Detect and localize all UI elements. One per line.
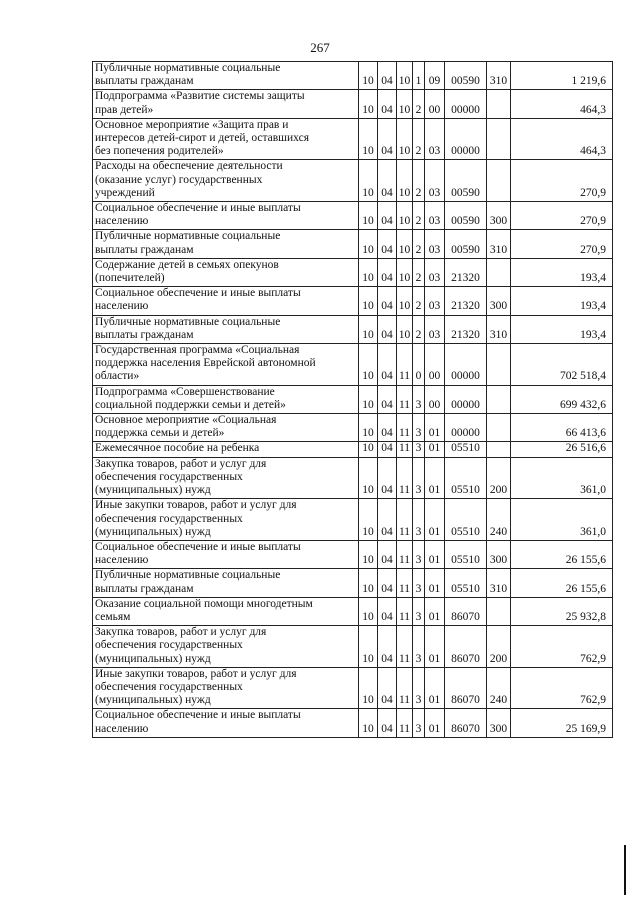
- expense-type-cell: [487, 258, 511, 286]
- program-code-cell: 10: [397, 118, 413, 160]
- expense-type-cell: [487, 118, 511, 160]
- subprogram-code-cell: 2: [413, 160, 425, 202]
- section-code-cell: 10: [359, 202, 378, 230]
- subsection-code-cell: 04: [378, 667, 397, 709]
- subsection-code-cell: 04: [378, 315, 397, 343]
- item-name-line: Основное мероприятие «Социальная: [95, 414, 277, 427]
- amount-cell: 193,4: [511, 315, 613, 343]
- subsection-code-cell: 04: [378, 457, 397, 499]
- program-code-cell: 11: [397, 540, 413, 568]
- item-name-line: обеспечения государственных: [95, 639, 243, 652]
- item-name-line: Закупка товаров, работ и услуг для: [95, 626, 267, 639]
- activity-code-cell: 03: [425, 230, 445, 258]
- expense-type-cell: 240: [487, 499, 511, 541]
- program-code-cell: 10: [397, 160, 413, 202]
- subprogram-code-cell: 3: [413, 597, 425, 625]
- section-code-cell: 10: [359, 62, 378, 90]
- section-code-cell: 10: [359, 499, 378, 541]
- subprogram-code-cell: 3: [413, 499, 425, 541]
- subsection-code-cell: 04: [378, 385, 397, 413]
- item-name-cell: [93, 457, 359, 499]
- item-name-line: Подпрограмма «Развитие системы защиты: [95, 90, 305, 103]
- activity-code-cell: 03: [425, 160, 445, 202]
- expense-type-cell: 300: [487, 287, 511, 315]
- subprogram-code-cell: 2: [413, 202, 425, 230]
- amount-cell: 25 932,8: [511, 597, 613, 625]
- amount-cell: 699 432,6: [511, 385, 613, 413]
- program-code-cell: 11: [397, 499, 413, 541]
- subprogram-code-cell: 3: [413, 626, 425, 668]
- subprogram-code-cell: 0: [413, 344, 425, 386]
- direction-code-cell: 21320: [445, 315, 487, 343]
- direction-code-cell: 00590: [445, 160, 487, 202]
- direction-code-cell: 00000: [445, 385, 487, 413]
- amount-cell: 702 518,4: [511, 344, 613, 386]
- subprogram-code-cell: 3: [413, 414, 425, 442]
- direction-code-cell: 00000: [445, 344, 487, 386]
- item-name-line: Публичные нормативные социальные: [95, 62, 281, 74]
- item-name-line: Иные закупки товаров, работ и услуг для: [95, 667, 297, 680]
- subprogram-code-cell: 1: [413, 62, 425, 90]
- amount-cell: 66 413,6: [511, 414, 613, 442]
- subprogram-code-cell: 2: [413, 315, 425, 343]
- table-row: [93, 569, 613, 597]
- item-name-line: (муниципальных) нужд: [95, 652, 211, 665]
- amount-cell: 1 219,6: [511, 62, 613, 90]
- program-code-cell: 10: [397, 287, 413, 315]
- subsection-code-cell: 04: [378, 258, 397, 286]
- budget-table-body: [93, 62, 613, 738]
- table-row: [93, 258, 613, 286]
- subprogram-code-cell: 3: [413, 457, 425, 499]
- table-row: [93, 315, 613, 343]
- item-name-line: Ежемесячное пособие на ребенка: [95, 442, 260, 455]
- item-name-cell: [93, 118, 359, 160]
- item-name-line: Социальное обеспечение и иные выплаты: [95, 540, 301, 553]
- activity-code-cell: 01: [425, 709, 445, 737]
- table-row: [93, 626, 613, 668]
- item-name-line: поддержка населения Еврейской автономной: [95, 357, 316, 370]
- direction-code-cell: 05510: [445, 442, 487, 457]
- section-code-cell: 10: [359, 667, 378, 709]
- expense-type-cell: 300: [487, 709, 511, 737]
- item-name-cell: [93, 160, 359, 202]
- expense-type-cell: [487, 344, 511, 386]
- direction-code-cell: 00590: [445, 62, 487, 90]
- item-name-cell: [93, 315, 359, 343]
- section-code-cell: 10: [359, 258, 378, 286]
- expense-type-cell: 310: [487, 230, 511, 258]
- section-code-cell: 10: [359, 597, 378, 625]
- activity-code-cell: 01: [425, 626, 445, 668]
- table-row: [93, 597, 613, 625]
- amount-cell: 270,9: [511, 230, 613, 258]
- amount-cell: 270,9: [511, 202, 613, 230]
- activity-code-cell: 03: [425, 287, 445, 315]
- activity-code-cell: 03: [425, 202, 445, 230]
- item-name-line: выплаты гражданам: [95, 328, 194, 341]
- activity-code-cell: 01: [425, 667, 445, 709]
- subsection-code-cell: 04: [378, 569, 397, 597]
- table-row: [93, 287, 613, 315]
- section-code-cell: 10: [359, 709, 378, 737]
- item-name-cell: [93, 62, 359, 90]
- subsection-code-cell: 04: [378, 414, 397, 442]
- program-code-cell: 11: [397, 414, 413, 442]
- item-name-line: поддержка семьи и детей»: [95, 427, 225, 440]
- item-name-line: Публичные нормативные социальные: [95, 230, 281, 243]
- amount-cell: 762,9: [511, 626, 613, 668]
- section-code-cell: 10: [359, 457, 378, 499]
- subsection-code-cell: 04: [378, 62, 397, 90]
- item-name-line: учреждений: [95, 186, 155, 199]
- subprogram-code-cell: 3: [413, 569, 425, 597]
- subsection-code-cell: 04: [378, 230, 397, 258]
- expense-type-cell: [487, 442, 511, 457]
- item-name-line: Социальное обеспечение и иные выплаты: [95, 709, 301, 722]
- activity-code-cell: 01: [425, 569, 445, 597]
- item-name-line: Оказание социальной помощи многодетным: [95, 597, 313, 610]
- item-name-line: (попечителей): [95, 272, 165, 285]
- program-code-cell: 10: [397, 62, 413, 90]
- amount-cell: 193,4: [511, 287, 613, 315]
- item-name-cell: [93, 202, 359, 230]
- table-row: [93, 344, 613, 386]
- item-name-cell: [93, 442, 359, 457]
- program-code-cell: 11: [397, 709, 413, 737]
- item-name-line: Публичные нормативные социальные: [95, 315, 281, 328]
- expense-type-cell: [487, 385, 511, 413]
- item-name-line: Содержание детей в семьях опекунов: [95, 258, 279, 271]
- amount-cell: 193,4: [511, 258, 613, 286]
- subprogram-code-cell: 3: [413, 442, 425, 457]
- section-code-cell: 10: [359, 569, 378, 597]
- program-code-cell: 11: [397, 385, 413, 413]
- activity-code-cell: 01: [425, 457, 445, 499]
- item-name-line: обеспечения государственных: [95, 512, 243, 525]
- item-name-line: интересов детей-сирот и детей, оставшихся: [95, 132, 309, 145]
- item-name-line: Социальное обеспечение и иные выплаты: [95, 287, 301, 300]
- subsection-code-cell: 04: [378, 709, 397, 737]
- subsection-code-cell: 04: [378, 499, 397, 541]
- subsection-code-cell: 04: [378, 626, 397, 668]
- expense-type-cell: 310: [487, 62, 511, 90]
- item-name-line: семьям: [95, 610, 131, 623]
- expense-type-cell: 300: [487, 202, 511, 230]
- direction-code-cell: 00590: [445, 202, 487, 230]
- item-name-line: прав детей»: [95, 103, 154, 116]
- item-name-line: без попечения родителей»: [95, 145, 224, 158]
- program-code-cell: 10: [397, 202, 413, 230]
- item-name-cell: [93, 90, 359, 118]
- subsection-code-cell: 04: [378, 202, 397, 230]
- expense-type-cell: 310: [487, 315, 511, 343]
- item-name-cell: [93, 569, 359, 597]
- table-row: [93, 202, 613, 230]
- section-code-cell: 10: [359, 315, 378, 343]
- section-code-cell: 10: [359, 385, 378, 413]
- item-name-cell: [93, 499, 359, 541]
- subprogram-code-cell: 3: [413, 540, 425, 568]
- item-name-cell: [93, 626, 359, 668]
- page-number: 267: [310, 40, 330, 55]
- subprogram-code-cell: 2: [413, 90, 425, 118]
- budget-table: [92, 61, 613, 738]
- table-row: [93, 709, 613, 737]
- program-code-cell: 11: [397, 569, 413, 597]
- section-code-cell: 10: [359, 90, 378, 118]
- subprogram-code-cell: 3: [413, 385, 425, 413]
- subprogram-code-cell: 2: [413, 118, 425, 160]
- expense-type-cell: 300: [487, 540, 511, 568]
- subsection-code-cell: 04: [378, 90, 397, 118]
- table-row: [93, 499, 613, 541]
- item-name-line: Государственная программа «Социальная: [95, 344, 300, 357]
- item-name-cell: [93, 230, 359, 258]
- table-row: [93, 540, 613, 568]
- table-row: [93, 667, 613, 709]
- subprogram-code-cell: 2: [413, 287, 425, 315]
- program-code-cell: 11: [397, 457, 413, 499]
- activity-code-cell: 03: [425, 315, 445, 343]
- expense-type-cell: [487, 90, 511, 118]
- direction-code-cell: 00000: [445, 414, 487, 442]
- item-name-line: Основное мероприятие «Защита прав и: [95, 118, 289, 131]
- amount-cell: 26 516,6: [511, 442, 613, 457]
- direction-code-cell: 05510: [445, 569, 487, 597]
- section-code-cell: 10: [359, 118, 378, 160]
- item-name-line: Расходы на обеспечение деятельности: [95, 160, 283, 173]
- amount-cell: 762,9: [511, 667, 613, 709]
- item-name-line: области»: [95, 370, 140, 383]
- item-name-line: обеспечения государственных: [95, 470, 243, 483]
- program-code-cell: 10: [397, 258, 413, 286]
- subsection-code-cell: 04: [378, 118, 397, 160]
- section-code-cell: 10: [359, 414, 378, 442]
- activity-code-cell: 01: [425, 442, 445, 457]
- item-name-cell: [93, 258, 359, 286]
- table-row: [93, 442, 613, 457]
- direction-code-cell: 05510: [445, 457, 487, 499]
- item-name-line: Иные закупки товаров, работ и услуг для: [95, 499, 297, 512]
- subsection-code-cell: 04: [378, 287, 397, 315]
- subsection-code-cell: 04: [378, 160, 397, 202]
- program-code-cell: 10: [397, 230, 413, 258]
- item-name-cell: [93, 540, 359, 568]
- activity-code-cell: 03: [425, 118, 445, 160]
- subprogram-code-cell: 2: [413, 258, 425, 286]
- subsection-code-cell: 04: [378, 442, 397, 457]
- direction-code-cell: 05510: [445, 540, 487, 568]
- activity-code-cell: 03: [425, 258, 445, 286]
- subprogram-code-cell: 3: [413, 667, 425, 709]
- item-name-line: (муниципальных) нужд: [95, 484, 211, 497]
- item-name-cell: [93, 287, 359, 315]
- program-code-cell: 10: [397, 315, 413, 343]
- direction-code-cell: 00590: [445, 230, 487, 258]
- item-name-line: выплаты гражданам: [95, 243, 194, 256]
- subprogram-code-cell: 3: [413, 709, 425, 737]
- item-name-cell: [93, 597, 359, 625]
- item-name-line: Публичные нормативные социальные: [95, 569, 281, 582]
- item-name-line: социальной поддержки семьи и детей»: [95, 398, 286, 411]
- section-code-cell: 10: [359, 160, 378, 202]
- item-name-line: населению: [95, 722, 149, 735]
- program-code-cell: 11: [397, 597, 413, 625]
- section-code-cell: 10: [359, 344, 378, 386]
- program-code-cell: 11: [397, 442, 413, 457]
- subsection-code-cell: 04: [378, 540, 397, 568]
- table-row: [93, 62, 613, 90]
- activity-code-cell: 01: [425, 414, 445, 442]
- item-name-line: обеспечения государственных: [95, 680, 243, 693]
- item-name-line: Подпрограмма «Совершенствование: [95, 385, 275, 398]
- direction-code-cell: 86070: [445, 667, 487, 709]
- section-code-cell: 10: [359, 287, 378, 315]
- item-name-line: населению: [95, 215, 149, 228]
- amount-cell: 361,0: [511, 499, 613, 541]
- activity-code-cell: 01: [425, 597, 445, 625]
- item-name-line: Социальное обеспечение и иные выплаты: [95, 202, 301, 215]
- table-row: [93, 230, 613, 258]
- item-name-line: (муниципальных) нужд: [95, 525, 211, 538]
- direction-code-cell: 00000: [445, 90, 487, 118]
- program-code-cell: 11: [397, 667, 413, 709]
- activity-code-cell: 01: [425, 540, 445, 568]
- activity-code-cell: 00: [425, 385, 445, 413]
- expense-type-cell: [487, 414, 511, 442]
- table-row: [93, 457, 613, 499]
- table-row: [93, 90, 613, 118]
- direction-code-cell: 21320: [445, 258, 487, 286]
- item-name-line: (оказание услуг) государственных: [95, 173, 263, 186]
- amount-cell: 361,0: [511, 457, 613, 499]
- subsection-code-cell: 04: [378, 344, 397, 386]
- direction-code-cell: 00000: [445, 118, 487, 160]
- expense-type-cell: 200: [487, 457, 511, 499]
- subprogram-code-cell: 2: [413, 230, 425, 258]
- program-code-cell: 11: [397, 344, 413, 386]
- item-name-cell: [93, 344, 359, 386]
- expense-type-cell: [487, 160, 511, 202]
- expense-type-cell: 240: [487, 667, 511, 709]
- item-name-cell: [93, 709, 359, 737]
- amount-cell: 270,9: [511, 160, 613, 202]
- item-name-line: выплаты гражданам: [95, 582, 194, 595]
- amount-cell: 26 155,6: [511, 569, 613, 597]
- table-row: [93, 118, 613, 160]
- activity-code-cell: 09: [425, 62, 445, 90]
- item-name-line: выплаты гражданам: [95, 75, 194, 88]
- direction-code-cell: 05510: [445, 499, 487, 541]
- amount-cell: 464,3: [511, 90, 613, 118]
- section-code-cell: 10: [359, 540, 378, 568]
- table-row: [93, 160, 613, 202]
- activity-code-cell: 00: [425, 344, 445, 386]
- direction-code-cell: 86070: [445, 626, 487, 668]
- program-code-cell: 10: [397, 90, 413, 118]
- section-code-cell: 10: [359, 230, 378, 258]
- section-code-cell: 10: [359, 442, 378, 457]
- item-name-line: населению: [95, 554, 149, 567]
- activity-code-cell: 00: [425, 90, 445, 118]
- expense-type-cell: [487, 597, 511, 625]
- table-row: [93, 414, 613, 442]
- item-name-line: (муниципальных) нужд: [95, 694, 211, 707]
- amount-cell: 464,3: [511, 118, 613, 160]
- item-name-cell: [93, 667, 359, 709]
- table-row: [93, 385, 613, 413]
- margin-mark: [624, 845, 626, 895]
- item-name-line: населению: [95, 300, 149, 313]
- direction-code-cell: 21320: [445, 287, 487, 315]
- item-name-cell: [93, 414, 359, 442]
- amount-cell: 26 155,6: [511, 540, 613, 568]
- direction-code-cell: 86070: [445, 709, 487, 737]
- section-code-cell: 10: [359, 626, 378, 668]
- expense-type-cell: 200: [487, 626, 511, 668]
- direction-code-cell: 86070: [445, 597, 487, 625]
- activity-code-cell: 01: [425, 499, 445, 541]
- amount-cell: 25 169,9: [511, 709, 613, 737]
- program-code-cell: 11: [397, 626, 413, 668]
- subsection-code-cell: 04: [378, 597, 397, 625]
- expense-type-cell: 310: [487, 569, 511, 597]
- item-name-cell: [93, 385, 359, 413]
- item-name-line: Закупка товаров, работ и услуг для: [95, 457, 267, 470]
